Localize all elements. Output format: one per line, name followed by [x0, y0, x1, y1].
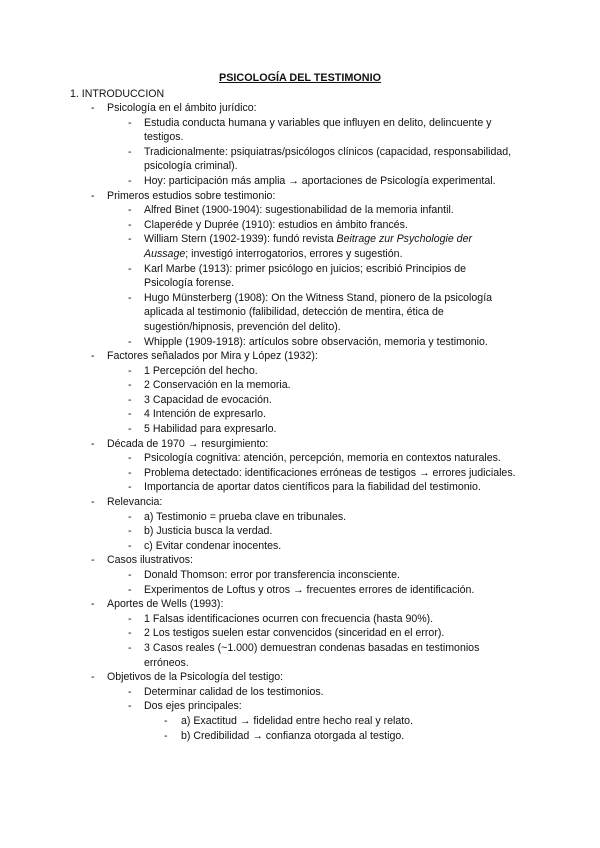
list-item-text: 3 Capacidad de evocación.: [144, 393, 272, 406]
outline-list: [0, 101, 600, 743]
list-item-text: 5 Habilidad para expresarlo.: [144, 423, 277, 436]
dash-bullet: -: [128, 335, 132, 348]
section-heading: 1. INTRODUCCION: [70, 88, 165, 100]
page-title: PSICOLOGÍA DEL TESTIMONIO: [219, 72, 381, 84]
sub-list: [107, 451, 537, 495]
outline-group: [0, 101, 537, 189]
list-item-text: 3 Casos reales (~1.000) demuestran condenas basadas en testimonios erróneos.: [144, 641, 480, 669]
dash-bullet: -: [91, 671, 95, 684]
group-heading: Factores señalados por Mira y López (1932):: [107, 350, 318, 363]
dash-bullet: -: [91, 496, 95, 509]
list-item-text: Whipple (1909-1918): artículos sobre observación, memoria y testimonio.: [144, 335, 488, 348]
dash-bullet: -: [91, 437, 95, 450]
list-item: [107, 568, 517, 583]
group-heading: Década de 1970 → resurgimiento:: [107, 437, 269, 450]
sub-list: [107, 203, 537, 349]
list-item-text: b) Justicia busca la verdad.: [144, 525, 273, 538]
dash-bullet: -: [128, 291, 132, 304]
dash-bullet: -: [91, 554, 95, 567]
list-item: [107, 145, 517, 174]
list-item-text: Tradicionalmente: psiquiatras/psicólogos clínicos (capacidad, responsabilidad, psicología criminal).: [144, 145, 512, 173]
list-item-text: Donald Thomson: error por transferencia inconsciente.: [144, 569, 400, 581]
sub-list: [107, 685, 537, 743]
list-item: [107, 335, 517, 350]
outline-group: [0, 189, 537, 350]
dash-bullet: -: [128, 452, 132, 465]
list-item-text: Hugo Münsterberg (1908): On the Witness Stand, pionero de la psicología aplicada al testimonio (falibilidad, detección de mentira, ética de sugestión/hipnosis, prevención del delito).: [144, 291, 493, 333]
dash-bullet: -: [91, 189, 95, 202]
group-heading: Primeros estudios sobre testimonio:: [107, 189, 276, 202]
dash-bullet: -: [128, 569, 132, 581]
list-item-text: a) Testimonio = prueba clave en tribunales.: [144, 510, 347, 523]
list-item-text: Alfred Binet (1900-1904): sugestionabilidad de la memoria infantil.: [144, 204, 454, 217]
outline-group: [0, 597, 537, 670]
dash-bullet: -: [128, 466, 132, 479]
list-item: [107, 262, 517, 291]
dash-bullet: -: [164, 729, 168, 742]
list-item-text: Psicología cognitiva: atención, percepción, memoria en contextos naturales.: [144, 452, 501, 465]
list-item-text: Problema detectado: identificaciones erróneas de testigos → errores judiciales.: [144, 466, 516, 479]
list-item: [107, 685, 517, 700]
dash-bullet: -: [128, 218, 132, 231]
list-item-text: Hoy: participación más amplia → aportaciones de Psicología experimental.: [144, 174, 496, 187]
list-item-text: a) Exactitud → fidelidad entre hecho real y relato.: [181, 714, 414, 727]
list-item: [107, 232, 517, 261]
dash-bullet: -: [128, 233, 132, 246]
dash-bullet: -: [128, 204, 132, 217]
dash-bullet: -: [128, 612, 132, 625]
stern-text-pre: William Stern (1902-1939): fundó revista: [144, 233, 337, 246]
sub-list: [107, 510, 537, 554]
list-item: [107, 480, 517, 495]
list-item-text: 2 Los testigos suelen estar convencidos (sinceridad en el error).: [144, 627, 445, 640]
list-item-text: Dos ejes principales:: [144, 700, 242, 713]
list-item-text: c) Evitar condenar inocentes.: [144, 539, 282, 552]
stern-text-post: ; investigó interrogatorios, errores y sugestión.: [185, 247, 403, 260]
list-item: [107, 116, 517, 145]
list-item: [107, 641, 517, 670]
outline-group: [0, 553, 537, 597]
dash-bullet: -: [91, 350, 95, 363]
dash-bullet: -: [91, 598, 95, 611]
list-item: [107, 422, 517, 437]
list-item: [107, 583, 517, 598]
dash-bullet: -: [128, 116, 132, 129]
sub-list: [107, 364, 537, 437]
dash-bullet: -: [128, 408, 132, 421]
dash-bullet: -: [128, 481, 132, 494]
dash-bullet: -: [128, 262, 132, 275]
list-item-text: b) Credibilidad → confianza otorgada al testigo.: [181, 729, 405, 742]
sub-list: [107, 116, 537, 189]
list-item-text: Determinar calidad de los testimonios.: [144, 685, 324, 698]
list-item: [107, 539, 517, 554]
list-item: [107, 612, 517, 627]
dash-bullet: -: [128, 641, 132, 654]
dash-bullet: -: [128, 379, 132, 392]
dash-bullet: -: [128, 423, 132, 436]
outline-group: [0, 349, 537, 437]
dash-bullet: -: [128, 525, 132, 538]
sub-list: [107, 568, 537, 597]
list-item: [107, 174, 517, 189]
sub-sub-list: [107, 714, 517, 743]
group-heading: Objetivos de la Psicología del testigo:: [107, 671, 284, 684]
list-item-text: Claperéde y Duprée (1910): estudios en ámbito francés.: [144, 218, 408, 231]
list-item: [107, 393, 517, 408]
dash-bullet: -: [128, 700, 132, 713]
list-item: [107, 378, 517, 393]
list-item-text: Karl Marbe (1913): primer psicólogo en juicios; escribió Principios de Psicología forense.: [144, 262, 467, 290]
list-item: [107, 451, 517, 466]
group-heading: Relevancia:: [107, 496, 163, 509]
dash-bullet: -: [128, 145, 132, 158]
list-item: [107, 524, 517, 539]
journal-title: Beitrage zur Psychologie der Aussage: [144, 233, 472, 260]
list-item: [107, 510, 517, 525]
dash-bullet: -: [128, 364, 132, 377]
list-item: [107, 466, 517, 481]
list-item-text: 1 Falsas identificaciones ocurren con frecuencia (hasta 90%).: [144, 612, 434, 625]
list-item: [107, 714, 481, 729]
dash-bullet: -: [128, 627, 132, 640]
list-item: [107, 729, 481, 744]
dash-bullet: -: [91, 102, 95, 114]
dash-bullet: -: [164, 714, 168, 727]
list-item-text: 4 Intención de expresarlo.: [144, 408, 266, 421]
list-item: [107, 203, 517, 218]
list-item: [107, 699, 517, 743]
dash-bullet: -: [128, 510, 132, 523]
list-item-text: Importancia de aportar datos científicos para la fiabilidad del testimonio.: [144, 481, 481, 494]
dash-bullet: -: [128, 174, 132, 187]
dash-bullet: -: [128, 393, 132, 406]
group-heading: Casos ilustrativos:: [107, 554, 193, 567]
list-item: [107, 626, 517, 641]
group-heading: Aportes de Wells (1993):: [107, 598, 224, 611]
list-item-text: Experimentos de Loftus y otros → frecuentes errores de identificación.: [144, 583, 475, 596]
list-item: [107, 291, 517, 335]
list-item: [107, 364, 517, 379]
list-item-text: 1 Percepción del hecho.: [144, 364, 258, 377]
outline-group: [0, 670, 537, 743]
list-item: [107, 218, 517, 233]
outline-group: [0, 437, 537, 495]
dash-bullet: -: [128, 685, 132, 698]
dash-bullet: -: [128, 583, 132, 596]
list-item-text: 2 Conservación en la memoria.: [144, 379, 291, 392]
sub-list: [107, 612, 537, 670]
outline-group: [0, 495, 537, 553]
dash-bullet: -: [128, 539, 132, 552]
list-item: [107, 407, 517, 422]
list-item-text: Estudia conducta humana y variables que influyen en delito, delincuente y testigos.: [144, 116, 492, 144]
group-heading: Psicología en el ámbito jurídico:: [107, 102, 257, 114]
